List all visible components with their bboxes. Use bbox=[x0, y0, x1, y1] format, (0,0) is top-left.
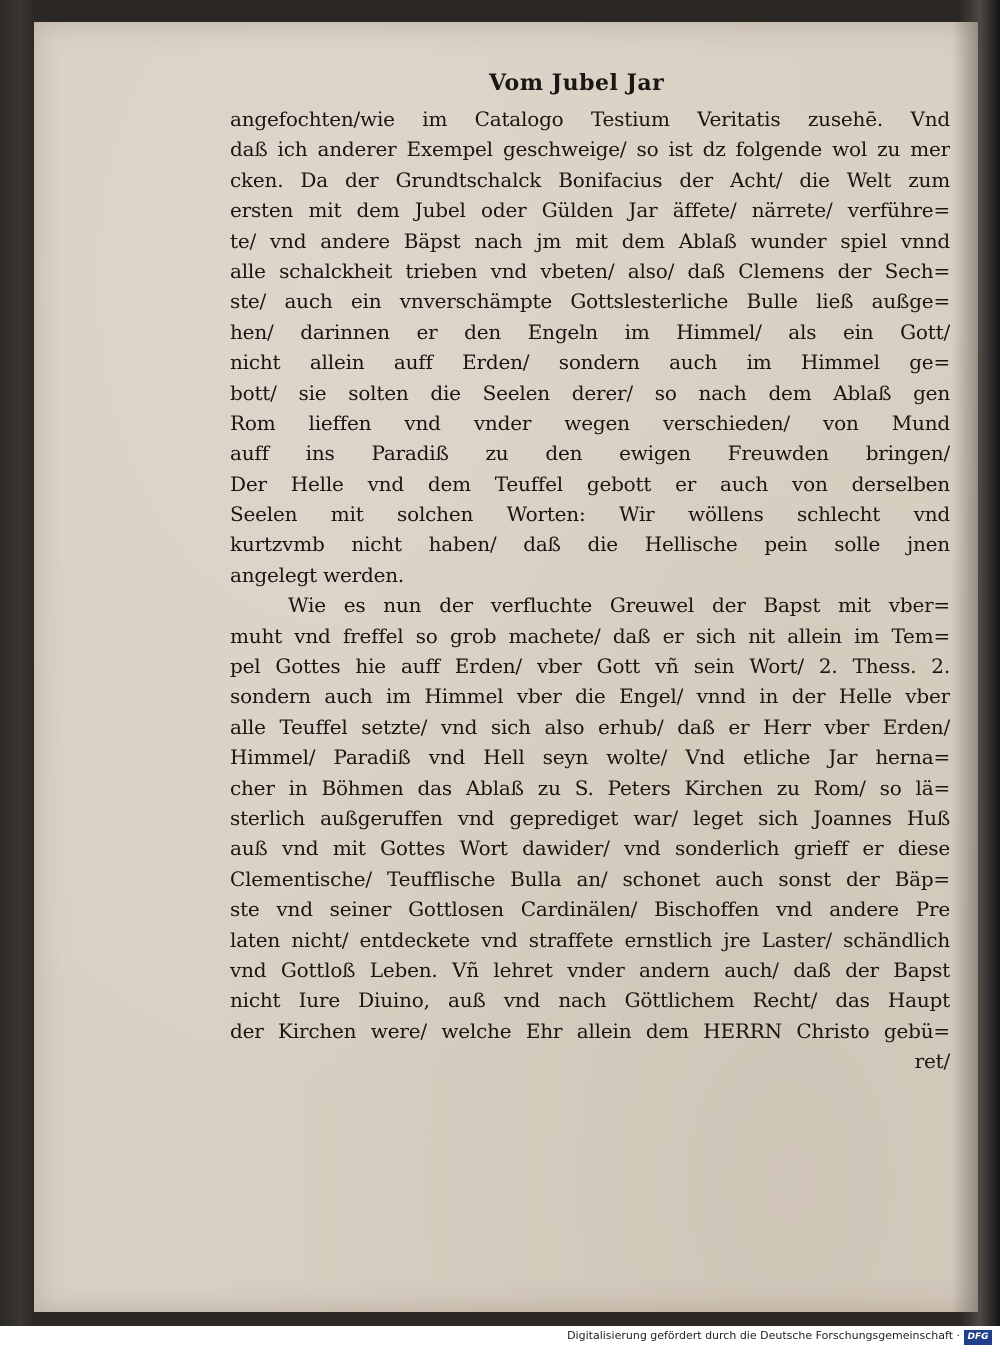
text-line: sterlich außgeruffen vnd geprediget war/ leget sich Joannes Huß bbox=[230, 805, 950, 830]
text-line: nicht Iure Diuino, auß vnd nach Göttlichem Recht/ das Haupt bbox=[230, 988, 950, 1013]
text-line: vnd Gottloß Leben. Vñ lehret vnder andern auch/ daß der Bapst bbox=[230, 957, 950, 982]
funding-credit: Digitalisierung gefördert durch die Deutsche Forschungsgemeinschaft · bbox=[567, 1329, 960, 1342]
text-line: muht vnd freffel so grob machete/ daß er sich nit allein im Tem= bbox=[230, 623, 950, 648]
text-line: Clementische/ Teufflische Bulla an/ schonet auch sonst der Bäp= bbox=[230, 866, 950, 891]
text-line: alle Teuffel setzte/ vnd sich also erhub/ daß er Herr vber Erden/ bbox=[230, 714, 950, 739]
text-line: angelegt werden. bbox=[230, 562, 405, 587]
text-line: bott/ sie solten die Seelen derer/ so nach dem Ablaß gen bbox=[230, 380, 950, 405]
text-line: daß ich anderer Exempel geschweige/ so ist dz folgende wol zu mer bbox=[230, 137, 950, 162]
text-line: pel Gottes hie auff Erden/ vber Gott vñ sein Wort/ 2. Thess. 2. bbox=[230, 654, 950, 679]
dfg-logo-icon: DFG bbox=[964, 1330, 992, 1345]
text-line: auff ins Paradiß zu den ewigen Freuwden bringen/ bbox=[230, 441, 950, 466]
text-line: der Kirchen were/ welche Ehr allein dem HERRN Christo gebü= bbox=[230, 1018, 950, 1043]
text-line: laten nicht/ entdeckete vnd straffete ernstlich jre Laster/ schändlich bbox=[230, 927, 950, 952]
text-line: cken. Da der Grundtschalck Bonifacius der Acht/ die Welt zum bbox=[230, 167, 950, 192]
text-line: te/ vnd andere Bäpst nach jm mit dem Ablaß wunder spiel vnnd bbox=[230, 228, 950, 253]
text-line: cher in Böhmen das Ablaß zu S. Peters Kirchen zu Rom/ so lä= bbox=[230, 775, 950, 800]
text-line: ersten mit dem Jubel oder Gülden Jar äffete/ närrete/ verführe= bbox=[230, 198, 950, 223]
running-head: Vom Jubel Jar bbox=[489, 70, 665, 96]
text-line: Wie es nun der verfluchte Greuwel der Bapst mit vber= bbox=[288, 593, 950, 618]
text-line: Seelen mit solchen Worten: Wir wöllens schlecht vnd bbox=[230, 502, 950, 527]
text-line: Rom lieffen vnd vnder wegen verschieden/ von Mund bbox=[230, 410, 950, 435]
text-line: Der Helle vnd dem Teuffel gebott er auch von derselben bbox=[230, 471, 950, 496]
page-edge-shadow bbox=[952, 22, 978, 1312]
book-page bbox=[34, 22, 978, 1312]
text-block bbox=[230, 104, 950, 1077]
text-line: ste vnd seiner Gottlosen Cardinälen/ Bischoffen vnd andere Pre bbox=[230, 897, 950, 922]
text-line: nicht allein auff Erden/ sondern auch im Himmel ge= bbox=[230, 350, 950, 375]
footer-bar bbox=[0, 1326, 1000, 1349]
text-line: ret/ bbox=[914, 1049, 950, 1074]
text-line: hen/ darinnen er den Engeln im Himmel/ als ein Gott/ bbox=[230, 319, 950, 344]
text-line: alle schalckheit trieben vnd vbeten/ also/ daß Clemens der Sech= bbox=[230, 258, 950, 283]
text-line: ste/ auch ein vnverschämpte Gottslesterliche Bulle ließ außge= bbox=[230, 289, 950, 314]
text-line: Himmel/ Paradiß vnd Hell seyn wolte/ Vnd etliche Jar herna= bbox=[230, 745, 950, 770]
text-line: auß vnd mit Gottes Wort dawider/ vnd sonderlich grieff er diese bbox=[230, 836, 950, 861]
text-line: angefochten/wie im Catalogo Testium Veritatis zusehē. Vnd bbox=[230, 107, 950, 131]
text-line: sondern auch im Himmel vber die Engel/ vnnd in der Helle vber bbox=[230, 684, 950, 709]
text-line: kurtzvmb nicht haben/ daß die Hellische pein solle jnen bbox=[230, 532, 950, 557]
